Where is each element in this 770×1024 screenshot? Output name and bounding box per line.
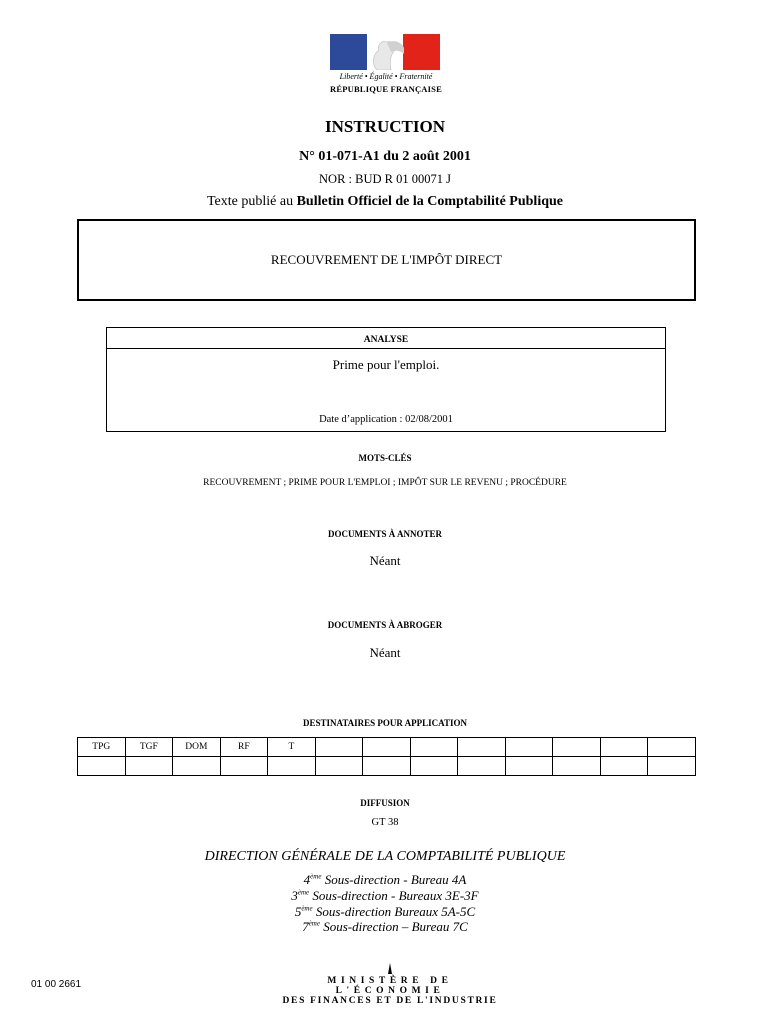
table-cell: [125, 757, 173, 776]
table-cell: [505, 757, 553, 776]
republic-name: RÉPUBLIQUE FRANÇAISE: [330, 84, 442, 94]
direction-line: [0, 872, 770, 888]
table-cell: [78, 757, 126, 776]
document-code: 01 00 2661: [31, 979, 82, 990]
bureau-text: Sous-direction - Bureau 4A: [321, 872, 467, 887]
table-cell: [363, 757, 411, 776]
publication-prefix: Texte publié au: [206, 194, 297, 209]
table-header-cell: T: [268, 738, 316, 757]
marianne-logo: [330, 34, 442, 98]
application-date: Date d’application : 02/08/2001: [319, 414, 453, 425]
diffusion-value: GT 38: [371, 817, 399, 828]
diffusion-heading: DIFFUSION: [360, 798, 410, 808]
table-cell: [315, 757, 363, 776]
table-header-cell: [410, 738, 458, 757]
publication-line: [0, 194, 770, 210]
ministry-logo: [270, 962, 510, 1006]
table-cell: [268, 757, 316, 776]
table-header-cell: [458, 738, 506, 757]
direction-title: DIRECTION GÉNÉRALE DE LA COMPTABILITÉ PUBLIQUE: [204, 849, 566, 864]
ordinal-suffix: ème: [301, 904, 313, 913]
ministry-emblem-icon: [380, 962, 400, 976]
keywords-text: RECOUVREMENT ; PRIME POUR L'EMPLOI ; IMPÔT SUR LE REVENU ; PROCÉDURE: [203, 478, 567, 488]
table-header-cell: [315, 738, 363, 757]
ministry-line-1: MINISTÈRE DE L'ÉCONOMIE: [327, 976, 453, 996]
bureau-text: Sous-direction - Bureaux 3E-3F: [309, 888, 479, 903]
publication-name: Bulletin Officiel de la Comptabilité Publique: [296, 194, 563, 209]
analyse-text: Prime pour l'emploi.: [332, 357, 440, 372]
ordinal-suffix: ème: [310, 872, 322, 881]
subject-box: [77, 219, 696, 301]
recipients-heading: DESTINATAIRES POUR APPLICATION: [302, 718, 468, 728]
table-header-cell: [600, 738, 648, 757]
motto: Liberté • Égalité • Fraternité: [339, 72, 433, 81]
ordinal-number: 4: [303, 872, 311, 887]
ordinal-number: 5: [294, 904, 302, 919]
docs-annoter-heading: DOCUMENTS À ANNOTER: [327, 529, 442, 539]
ordinal-suffix: ème: [297, 888, 310, 897]
bureau-text: Sous-direction Bureaux 5A-5C: [312, 904, 476, 919]
ordinal-number: 7: [302, 919, 309, 934]
table-header-cell: [363, 738, 411, 757]
table-header-cell: TGF: [125, 738, 173, 757]
table-header-cell: DOM: [173, 738, 221, 757]
analyse-heading: ANALYSE: [107, 328, 665, 349]
table-cell: [648, 757, 696, 776]
table-header-cell: [648, 738, 696, 757]
keywords-heading: MOTS-CLÉS: [358, 453, 412, 463]
direction-line: [0, 919, 770, 935]
table-header-cell: [553, 738, 601, 757]
ordinal-number: 3: [291, 888, 298, 903]
analyse-box: [106, 327, 666, 432]
table-row: [78, 738, 696, 757]
docs-abroger-heading: DOCUMENTS À ABROGER: [327, 620, 443, 630]
bureau-text: Sous-direction – Bureau 7C: [319, 919, 468, 934]
table-cell: [458, 757, 506, 776]
table-cell: [220, 757, 268, 776]
ordinal-suffix: ème: [308, 919, 320, 928]
docs-annoter-value: Néant: [369, 553, 401, 568]
table-cell: [173, 757, 221, 776]
tricolor-flag-icon: [330, 34, 440, 70]
table-header-cell: TPG: [78, 738, 126, 757]
table-cell: [600, 757, 648, 776]
table-header-cell: RF: [220, 738, 268, 757]
table-cell: [410, 757, 458, 776]
recipients-table: [77, 737, 696, 776]
instruction-number: N° 01-071-A1 du 2 août 2001: [299, 149, 471, 164]
document-title: INSTRUCTION: [325, 117, 445, 136]
direction-line: [0, 888, 770, 904]
nor-reference: NOR : BUD R 01 00071 J: [319, 172, 451, 186]
docs-abroger-value: Néant: [369, 645, 401, 660]
table-cell: [553, 757, 601, 776]
direction-line: [0, 904, 770, 920]
table-row: [78, 757, 696, 776]
subject-text: RECOUVREMENT DE L'IMPÔT DIRECT: [270, 252, 503, 267]
table-header-cell: [505, 738, 553, 757]
ministry-line-2: DES FINANCES ET DE L'INDUSTRIE: [282, 996, 498, 1006]
